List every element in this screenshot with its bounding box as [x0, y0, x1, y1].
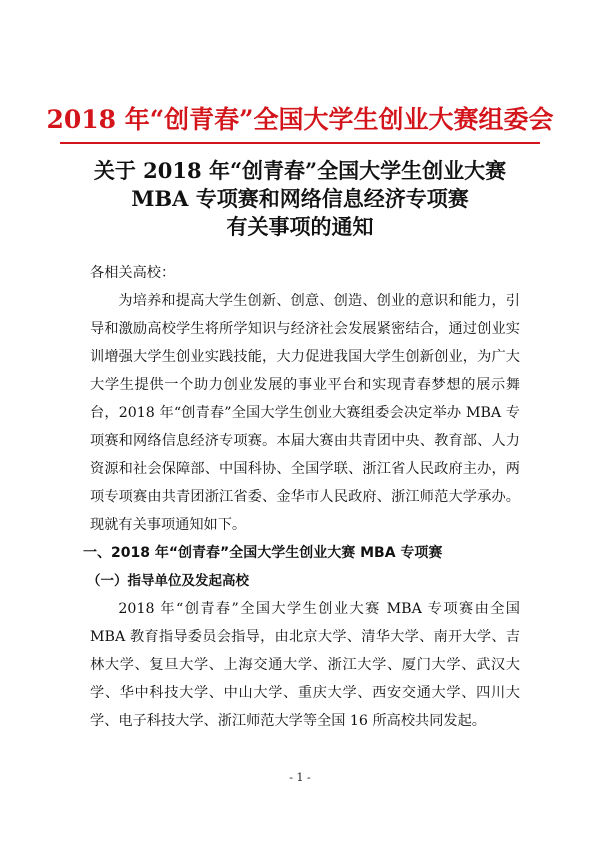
subsection-heading-1: （一）指导单位及发起高校 [87, 573, 249, 589]
page-number: - 1 - [289, 771, 311, 784]
notice-title [0, 157, 600, 241]
organizers-paragraph: 2018 年“创青春”全国大学生创业大赛 MBA 专项赛由全国 MBA 教育指导委员会指导，由北京大学、清华大学、南开大学、吉林大学、复旦大学、上海交通大学、浙江大学、厦门大学、武汉大学、华中科技大学、中山大学、重庆大学、西安交通大学、四川大学、电子科技大学、浙江师范大学等全国 16 所高校共同发起。 [90, 601, 520, 729]
notice-title-line-3: 有关事项的通知 [226, 214, 374, 239]
notice-body [83, 259, 520, 735]
intro-paragraph: 为培养和提高大学生创新、创意、创造、创业的意识和能力，引导和激励高校学生将所学知识与经济社会发展紧密结合，通过创业实训增强大学生创业实践技能，大力促进我国大学生创新创业，为广大大学生提供一个助力创业发展的事业平台和实现青春梦想的展示舞台，2018 年“创青春”全国大学生创业大赛组委会决定举办 MBA 专项赛和网络信息经济专项赛。本届大赛由共青团中央、教育部、人力资源和社会保障部、中国科协、全国学联、浙江省人民政府主办，两项专项赛由共青团浙江省委、金华市人民政府、浙江师范大学承办。现就有关事项通知如下。 [90, 293, 520, 533]
salutation: 各相关高校： [90, 265, 176, 281]
notice-title-line-1: 关于 2018 年“创青春”全国大学生创业大赛 [93, 158, 507, 183]
red-divider-line [60, 142, 540, 144]
notice-title-line-2: MBA 专项赛和网络信息经济专项赛 [131, 186, 469, 211]
organization-header: 2018 年“创青春”全国大学生创业大赛组委会 [46, 105, 554, 134]
section-heading-1: 一、2018 年“创青春”全国大学生创业大赛 MBA 专项赛 [83, 545, 443, 561]
